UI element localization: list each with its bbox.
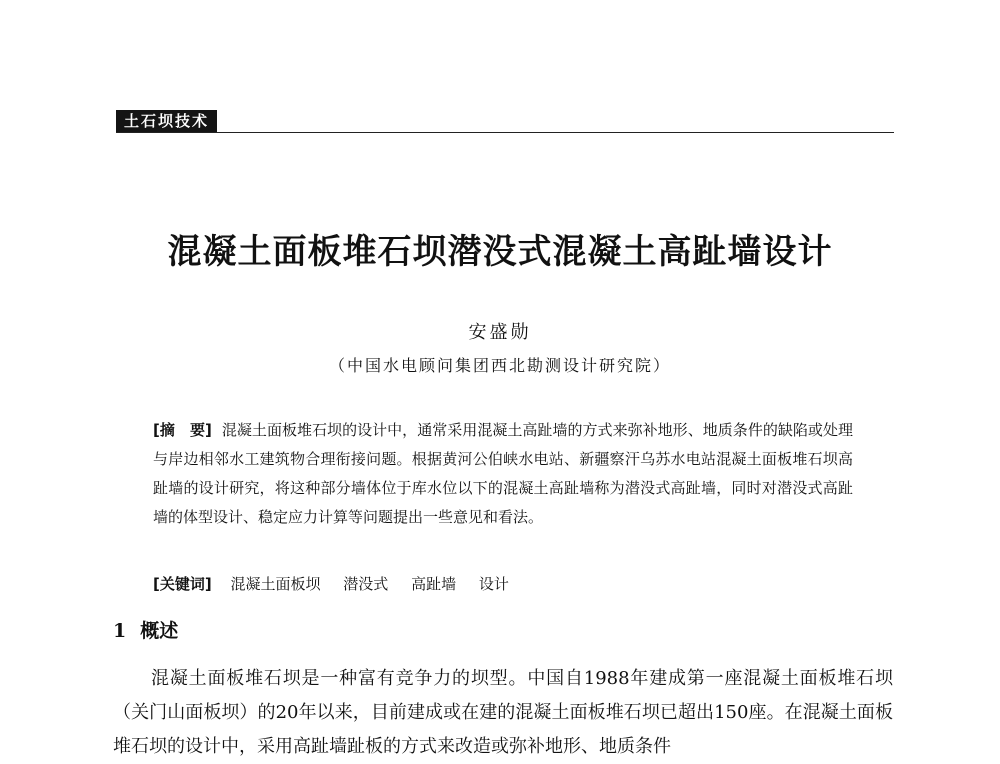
section-title: 概述 xyxy=(140,620,179,642)
abstract-label: [摘 要] xyxy=(153,421,212,439)
keywords xyxy=(153,570,853,598)
author-affiliation: （中国水电顾问集团西北勘测设计研究院） xyxy=(328,356,671,375)
body-paragraph: 混凝土面板堆石坝是一种富有竞争力的坝型。中国自1988年建成第一座混凝土面板堆石坝（关门山面板坝）的20年以来，目前建成或在建的混凝土面板堆石坝已超出150座。在混凝土面板堆石坝的设计中，采用高趾墙趾板的方式来改造或弥补地形、地质条件 xyxy=(113,668,893,757)
author-name: 安盛勋 xyxy=(468,322,532,343)
section-tag: 土石坝技术 xyxy=(116,110,217,132)
keyword-item: 混凝土面板坝 xyxy=(230,575,321,593)
section-number: 1 xyxy=(113,620,127,642)
section-heading xyxy=(113,616,178,643)
article-title: 混凝土面板堆石坝潜没式混凝土高趾墙设计 xyxy=(167,232,833,272)
keyword-item: 潜没式 xyxy=(343,575,389,593)
abstract-text: 混凝土面板堆石坝的设计中，通常采用混凝土高趾墙的方式来弥补地形、地质条件的缺陷或处理与岸边相邻水工建筑物合理衔接问题。根据黄河公伯峡水电站、新疆察汗乌苏水电站混凝土面板堆石坝高趾墙的设计研究，将这种部分墙体位于库水位以下的混凝土高趾墙称为潜没式高趾墙，同时对潜没式高趾墙的体型设计、稳定应力计算等问题提出一些意见和看法。 xyxy=(153,421,853,526)
abstract xyxy=(153,416,853,532)
keyword-item: 设计 xyxy=(478,575,509,593)
header-rule xyxy=(116,132,894,133)
keyword-item: 高趾墙 xyxy=(411,575,457,593)
keywords-label: [关键词] xyxy=(153,575,212,593)
